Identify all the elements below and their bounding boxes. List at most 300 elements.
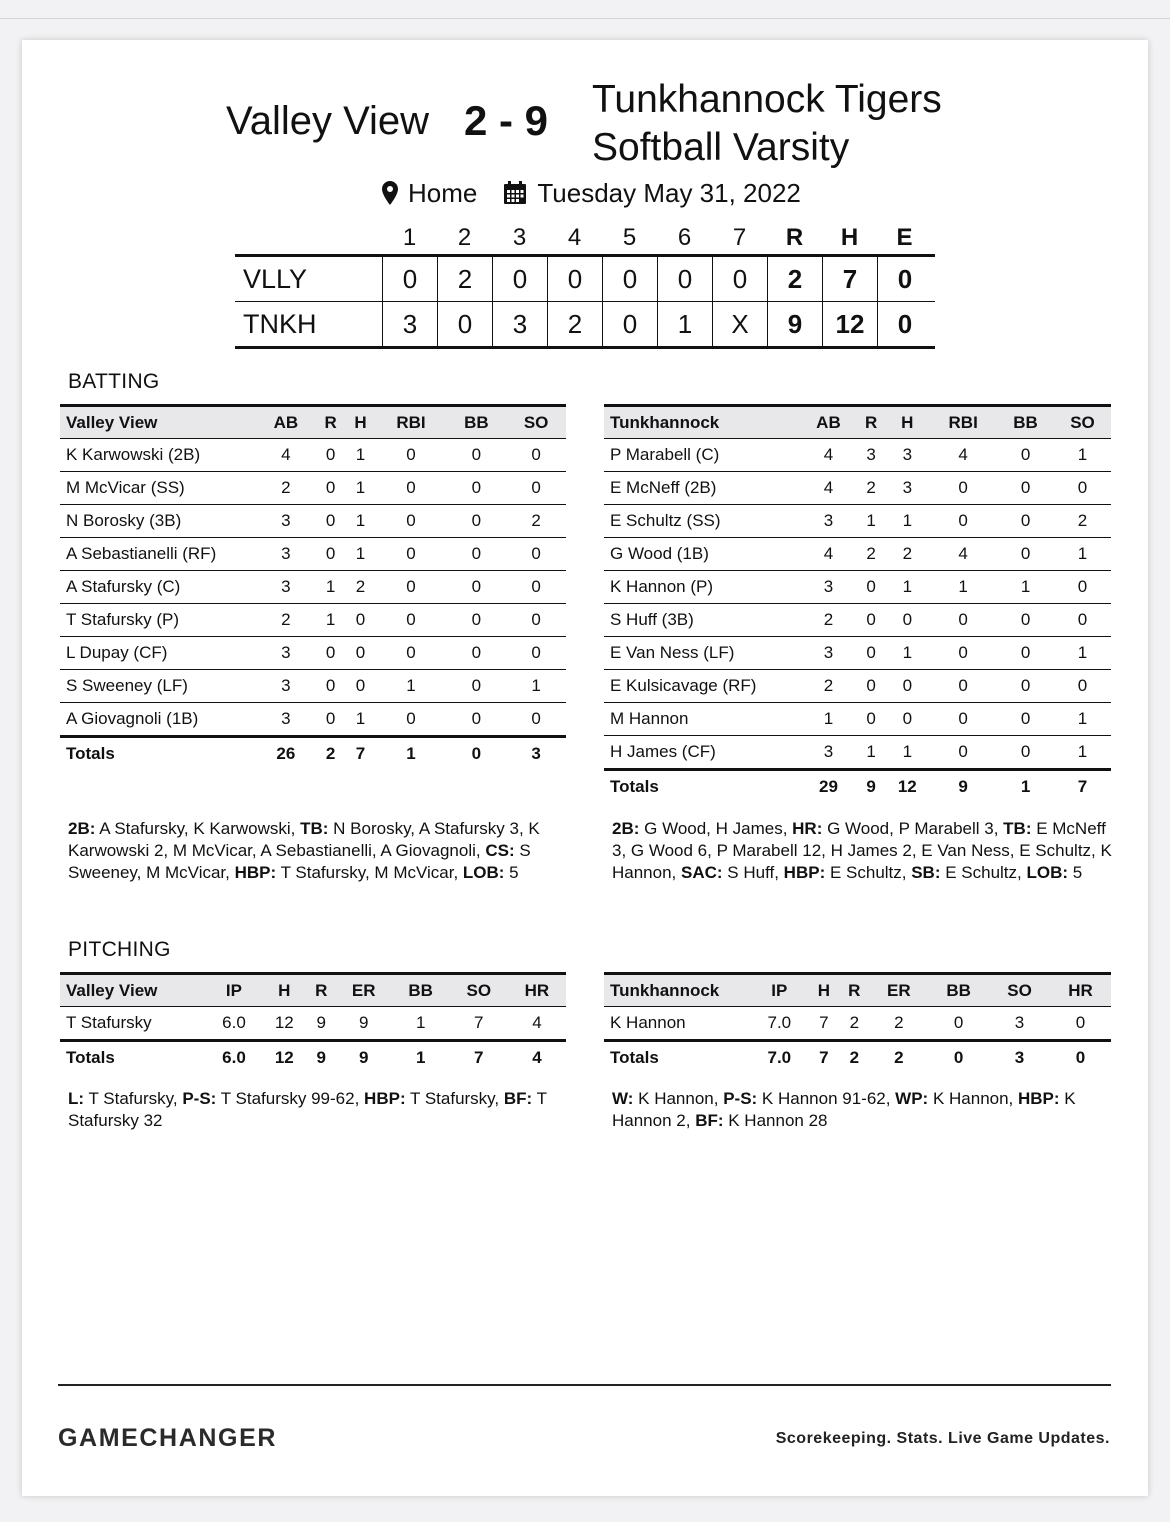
player-name: T Stafursky (P) [60,604,256,637]
column-header: BB [928,974,989,1007]
column-header: R [857,406,885,439]
note-text: K Hannon, [928,1089,1018,1108]
stat-cell: 0 [997,736,1054,770]
totals-cell: 3 [989,1041,1050,1075]
stat-cell: 6.0 [206,1007,262,1041]
table-row [60,505,566,538]
stat-cell: 1 [885,637,929,670]
stat-cell: 0 [885,670,929,703]
stat-cell: 1 [885,571,929,604]
stat-cell: 0 [316,670,346,703]
column-header: ER [336,974,392,1007]
runs-cell: 9 [767,302,822,346]
totals-cell: 1 [375,737,446,771]
table-row [604,571,1111,604]
note-text: G Wood, P Marabell 3, [822,819,1004,838]
stat-cell: 2 [506,505,566,538]
inning-cell: 0 [547,257,602,301]
stat-cell: 0 [447,604,507,637]
player-name: A Sebastianelli (RF) [60,538,256,571]
totals-cell: 12 [262,1041,307,1075]
note-label: L: [68,1089,85,1108]
calendar-icon [503,181,527,205]
stat-cell: 1 [506,670,566,703]
box-score-sheet [22,40,1148,1496]
stat-cell: 0 [346,637,376,670]
inning-header: 4 [567,224,582,251]
note-label: HR: [792,819,823,838]
inning-cell: 0 [437,302,492,346]
note-label: SAC: [681,863,723,882]
stat-cell: 0 [316,637,346,670]
stat-cell: 3 [256,571,316,604]
stat-cell: 7.0 [750,1007,809,1041]
stat-cell: 1 [997,571,1054,604]
stat-cell: 1 [1054,637,1111,670]
totals-label: Totals [604,770,800,804]
note-text: T Stafursky 32 [68,1089,552,1130]
stat-cell: 3 [256,538,316,571]
stat-cell: 0 [857,604,885,637]
table-header-row [60,974,566,1007]
stat-cell: 1 [346,472,376,505]
player-name: K Hannon [604,1007,750,1041]
note-label: HBP: [1018,1089,1060,1108]
note-text: T Stafursky 99-62, [216,1089,365,1108]
note-text: T Stafursky, M McVicar, [276,863,463,882]
inning-header: 7 [732,224,747,251]
footer-divider [58,1384,1111,1386]
table-row [60,472,566,505]
stat-cell: 0 [447,703,507,737]
note-text: 5 [504,863,519,882]
game-meta [382,176,801,210]
stat-cell: 0 [375,472,446,505]
stat-cell: 0 [929,604,997,637]
note-label: 2B: [612,819,640,838]
hits-cell: 7 [822,257,877,301]
stat-cell: 0 [375,703,446,737]
player-name: T Stafursky [60,1007,206,1041]
runs-cell: 2 [767,257,822,301]
totals-cell: 7 [809,1041,839,1075]
stat-cell: 0 [375,571,446,604]
date-text: Tuesday May 31, 2022 [537,178,801,208]
stat-cell: 1 [857,505,885,538]
table-row [60,703,566,737]
stat-cell: 2 [256,472,316,505]
stat-cell: 4 [800,472,857,505]
stat-cell: 1 [885,736,929,770]
inning-cell: 2 [437,257,492,301]
stat-cell: 1 [392,1007,450,1041]
stat-cell: 3 [256,637,316,670]
stat-cell: 0 [506,571,566,604]
stat-cell: 0 [997,637,1054,670]
table-row [60,538,566,571]
team-header: Valley View [60,974,206,1007]
totals-cell: 9 [336,1041,392,1075]
stat-cell: 2 [857,538,885,571]
stat-cell: 1 [346,703,376,737]
stat-cell: 2 [839,1007,869,1041]
stat-cell: 1 [1054,439,1111,472]
note-label: P-S: [182,1089,217,1108]
stat-cell: 1 [346,538,376,571]
stat-cell: 0 [997,505,1054,538]
note-label: HBP: [783,863,826,882]
column-header: H [262,974,307,1007]
stat-cell: 9 [336,1007,392,1041]
note-label: HBP: [234,863,277,882]
stat-cell: 1 [800,703,857,736]
home-team-name [592,76,942,172]
column-header: SO [450,974,508,1007]
gamechanger-logo: GAMECHANGER [58,1424,277,1452]
totals-cell: 26 [256,737,316,771]
stat-cell: 3 [800,736,857,770]
column-header: H [809,974,839,1007]
column-header: BB [997,406,1054,439]
table-row [60,1007,566,1041]
line-score [235,222,935,349]
stat-cell: 0 [857,670,885,703]
pitching-table-home [604,972,1111,1074]
note-label: LOB: [1026,863,1069,882]
column-header: R [316,406,346,439]
stat-cell: 2 [870,1007,929,1041]
stat-cell: 0 [929,703,997,736]
stat-cell: 1 [1054,736,1111,770]
stat-cell: 0 [375,439,446,472]
player-name: A Stafursky (C) [60,571,256,604]
stat-cell: 0 [506,472,566,505]
table-row [60,571,566,604]
column-header: HR [508,974,566,1007]
stat-cell: 0 [506,604,566,637]
stat-cell: 1 [316,604,346,637]
stat-cell: 12 [262,1007,307,1041]
stat-cell: 0 [997,670,1054,703]
stat-cell: 0 [857,703,885,736]
note-label: TB: [1003,819,1032,838]
note-text: 5 [1068,863,1083,882]
totals-cell: 2 [316,737,346,771]
stat-cell: 0 [316,538,346,571]
stat-cell: 3 [989,1007,1050,1041]
note-text: A Stafursky, K Karwowski, [95,819,301,838]
stat-cell: 2 [800,670,857,703]
stat-cell: 4 [800,439,857,472]
stat-cell: 3 [885,439,929,472]
stat-cell: 3 [800,637,857,670]
inning-header: 2 [457,224,472,251]
totals-cell: 9 [857,770,885,804]
away-team-name: Valley View [226,99,430,143]
stat-cell: 4 [929,439,997,472]
column-header: IP [206,974,262,1007]
stat-cell: 0 [447,439,507,472]
stat-cell: 2 [256,604,316,637]
column-header: AB [256,406,316,439]
batting-table-away [60,404,566,770]
stat-cell: 4 [508,1007,566,1041]
stat-cell: 0 [997,439,1054,472]
table-header-row [604,974,1111,1007]
stat-cell: 0 [447,538,507,571]
team-header: Tunkhannock [604,974,750,1007]
line-score-header [235,222,935,257]
team-header: Valley View [60,406,256,439]
table-header-row [60,406,566,439]
stat-cell: 0 [375,538,446,571]
totals-cell: 1 [392,1041,450,1075]
home-team-line2: Softball Varsity [592,126,850,169]
player-name: L Dupay (CF) [60,637,256,670]
top-divider [0,18,1170,19]
stat-cell: 4 [800,538,857,571]
stat-cell: 0 [1054,670,1111,703]
column-header: SO [989,974,1050,1007]
table-row [604,703,1111,736]
table-row [60,604,566,637]
note-text: K Hannon 91-62, [757,1089,896,1108]
batting-notes-away [68,818,568,884]
line-score-row-home [235,302,935,349]
stat-cell: 0 [346,670,376,703]
stat-cell: 0 [885,703,929,736]
inning-cell: 3 [382,302,437,346]
inning-cell: 0 [382,257,437,301]
team-abbr: VLLY [243,263,308,294]
stat-cell: 0 [375,637,446,670]
column-header: RBI [375,406,446,439]
totals-cell: 7 [1054,770,1111,804]
stat-cell: 0 [447,637,507,670]
stat-cell: 0 [929,670,997,703]
player-name: A Giovagnoli (1B) [60,703,256,737]
stat-cell: 3 [885,472,929,505]
note-text: K Hannon 28 [723,1111,828,1130]
totals-row [604,770,1111,804]
column-header: R [839,974,869,1007]
team-header: Tunkhannock [604,406,800,439]
stat-cell: 0 [506,538,566,571]
table-row [604,604,1111,637]
stat-cell: 4 [929,538,997,571]
stat-cell: 4 [256,439,316,472]
stat-cell: 3 [800,505,857,538]
totals-cell: 9 [929,770,997,804]
errors-cell: 0 [877,257,932,301]
column-header: BB [447,406,507,439]
player-name: M McVicar (SS) [60,472,256,505]
stat-cell: 1 [316,571,346,604]
note-label: LOB: [462,863,505,882]
inning-header: 6 [677,224,692,251]
column-header: IP [750,974,809,1007]
stat-cell: 0 [857,637,885,670]
player-name: E McNeff (2B) [604,472,800,505]
table-row [604,637,1111,670]
table-row [604,505,1111,538]
note-text: K Hannon 2, [612,1089,1081,1130]
stat-cell: 0 [506,637,566,670]
batting-section-title: BATTING [68,370,160,393]
totals-row [604,1041,1111,1075]
stat-cell: 1 [857,736,885,770]
stat-cell: 0 [346,604,376,637]
note-text: S Sweeney, M McVicar, [68,841,536,882]
stat-cell: 0 [1054,472,1111,505]
inning-header: 3 [512,224,527,251]
inning-cell: 3 [492,302,547,346]
stat-cell: 0 [506,703,566,737]
runs-header: R [785,224,804,251]
note-label: 2B: [68,819,96,838]
table-row [60,670,566,703]
player-name: E Van Ness (LF) [604,637,800,670]
stat-cell: 3 [256,670,316,703]
table-row [60,439,566,472]
totals-cell: 29 [800,770,857,804]
stat-cell: 1 [346,505,376,538]
errors-header: E [896,224,913,251]
player-name: H James (CF) [604,736,800,770]
table-row [604,736,1111,770]
player-name: S Huff (3B) [604,604,800,637]
pitching-notes-away [68,1088,568,1132]
stat-cell: 7 [809,1007,839,1041]
stat-cell: 3 [256,703,316,737]
player-name: S Sweeney (LF) [60,670,256,703]
note-text: E Schultz, [940,863,1027,882]
totals-label: Totals [60,737,256,771]
stat-cell: 0 [997,472,1054,505]
inning-cell: 0 [602,302,657,346]
stat-cell: 0 [375,604,446,637]
stat-cell: 0 [1050,1007,1111,1041]
player-name: E Schultz (SS) [604,505,800,538]
column-header: RBI [929,406,997,439]
totals-row [60,1041,566,1075]
table-row [604,472,1111,505]
stat-cell: 0 [447,472,507,505]
note-label: W: [612,1089,634,1108]
stat-cell: 3 [800,571,857,604]
batting-table-home [604,404,1111,803]
footer-tagline: Scorekeeping. Stats. Live Game Updates. [775,1430,1110,1447]
totals-cell: 9 [307,1041,336,1075]
player-name: E Kulsicavage (RF) [604,670,800,703]
stat-cell: 3 [857,439,885,472]
stat-cell: 1 [1054,538,1111,571]
table-header-row [604,406,1111,439]
home-team-line1: Tunkhannock Tigers [592,78,942,121]
inning-header: 1 [402,224,417,251]
table-row [604,670,1111,703]
note-text: T Stafursky, [84,1089,183,1108]
totals-cell: 2 [839,1041,869,1075]
pitching-table-away [60,972,566,1074]
stat-cell: 0 [929,637,997,670]
note-text: N Borosky, A Stafursky 3, K Karwowski 2, M McVicar, A Sebastianelli, A Giovagnoli, [68,819,545,860]
note-text: K Hannon, [633,1089,724,1108]
note-text: S Huff, [722,863,784,882]
note-text: E Schultz, [825,863,912,882]
column-header: SO [506,406,566,439]
stat-cell: 0 [447,505,507,538]
player-name: K Karwowski (2B) [60,439,256,472]
stat-cell: 0 [997,538,1054,571]
totals-cell: 0 [1050,1041,1111,1075]
note-label: HBP: [364,1089,406,1108]
column-header: ER [870,974,929,1007]
column-header: AB [800,406,857,439]
stat-cell: 2 [346,571,376,604]
totals-cell: 2 [870,1041,929,1075]
stat-cell: 0 [929,736,997,770]
stat-cell: 0 [316,439,346,472]
stat-cell: 0 [997,604,1054,637]
stat-cell: 1 [375,670,446,703]
stat-cell: 0 [506,439,566,472]
inning-cell: 0 [657,257,712,301]
column-header: H [885,406,929,439]
column-header: R [307,974,336,1007]
stat-cell: 0 [1054,604,1111,637]
note-label: BF: [503,1089,533,1108]
line-score-row-away [235,257,935,302]
final-score: 2 - 9 [464,97,549,144]
note-label: P-S: [723,1089,758,1108]
note-label: CS: [485,841,515,860]
note-label: WP: [895,1089,929,1108]
column-header: BB [392,974,450,1007]
inning-cell: 0 [712,257,767,301]
totals-cell: 12 [885,770,929,804]
map-pin-icon [382,181,398,205]
stat-cell: 1 [346,439,376,472]
stat-cell: 0 [1054,571,1111,604]
hits-cell: 12 [822,302,877,346]
stat-cell: 9 [307,1007,336,1041]
stat-cell: 0 [857,571,885,604]
stat-cell: 0 [929,505,997,538]
team-abbr: TNKH [243,308,317,339]
stat-cell: 3 [256,505,316,538]
player-name: M Hannon [604,703,800,736]
column-header: H [346,406,376,439]
totals-cell: 7 [450,1041,508,1075]
inning-header: 5 [622,224,637,251]
stat-cell: 1 [1054,703,1111,736]
totals-row [60,737,566,771]
inning-cell: X [712,302,767,346]
stat-cell: 2 [885,538,929,571]
table-row [60,637,566,670]
location-text: Home [408,178,478,208]
player-name: P Marabell (C) [604,439,800,472]
note-text: E McNeff 3, G Wood 6, P Marabell 12, H James 2, E Van Ness, E Schultz, K Hannon, [612,819,1117,882]
stat-cell: 0 [316,505,346,538]
stat-cell: 7 [450,1007,508,1041]
totals-label: Totals [604,1041,750,1075]
stat-cell: 2 [800,604,857,637]
stat-cell: 0 [447,670,507,703]
totals-label: Totals [60,1041,206,1075]
stat-cell: 2 [1054,505,1111,538]
